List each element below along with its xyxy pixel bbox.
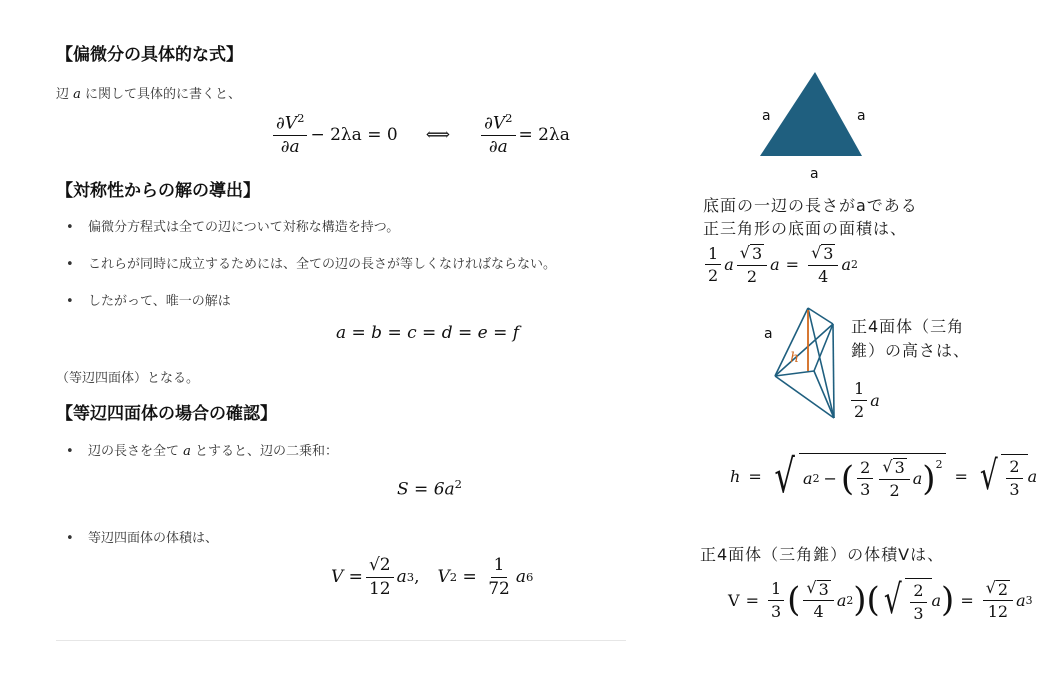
vol-sqrt-sign: √ xyxy=(883,577,902,624)
vol-lparen-1: ( xyxy=(787,580,801,621)
height-two-b: 2 xyxy=(889,480,900,500)
height-a1: a xyxy=(803,469,813,489)
eq4-e3: 3 xyxy=(406,570,415,585)
eq1-sq-l: 2 xyxy=(297,111,305,125)
area-a2: a xyxy=(770,255,780,275)
vol-eq-2: = xyxy=(960,590,974,610)
eq4-frac-1 xyxy=(366,556,394,598)
area-exp: 2 xyxy=(851,258,858,272)
height-exp1: 2 xyxy=(812,472,820,486)
vol-eq-1: = xyxy=(745,590,759,610)
equation-1 xyxy=(270,112,570,157)
vol-three-b: 3 xyxy=(913,603,924,623)
intro-post: に関して具体的に書くと、 xyxy=(80,87,242,102)
tetrahedron-figure xyxy=(740,298,850,428)
height-sqrt-sign-2: √ xyxy=(979,453,998,500)
height-s3: 3 xyxy=(894,458,905,478)
vol-a2: a xyxy=(931,590,942,610)
eq4-d1: 12 xyxy=(368,578,391,599)
height-frac-2-3 xyxy=(857,459,873,499)
height-radicand xyxy=(799,453,946,499)
height-three-b: 3 xyxy=(1009,479,1020,499)
tri-label-left: a xyxy=(762,108,771,124)
eq1-frac-left xyxy=(273,112,307,157)
intro-text xyxy=(56,83,241,102)
eq4-a6: a xyxy=(515,567,526,588)
height-rparen: ) xyxy=(922,458,936,499)
height-a3: a xyxy=(1027,466,1038,486)
heading-equilateral-check: 【等辺四面体の場合の確認】 xyxy=(56,404,277,424)
right-text-1: 底面の一辺の長さがaである xyxy=(703,196,918,215)
bullet-5: • 等辺四面体の体積は、 xyxy=(66,531,219,546)
half-a-var: a xyxy=(870,390,880,410)
area-half-d: 2 xyxy=(708,266,719,286)
half-d: 2 xyxy=(854,401,865,421)
tet-label-a: a xyxy=(764,326,773,342)
height-formula xyxy=(730,449,1038,504)
tet-text-2: 錐）の高さは、 xyxy=(851,341,971,360)
area-a1: a xyxy=(724,255,734,275)
volume-formula xyxy=(728,578,1033,622)
eq1-iff: ⟺ xyxy=(425,124,451,145)
triangle-figure xyxy=(740,62,900,187)
bullet-2-text: これらが同時に成立するためには、全ての辺の長さが等しくなければならない。 xyxy=(88,257,557,272)
vol-exp2: 2 xyxy=(846,593,854,607)
intro-pre: 辺 xyxy=(56,87,74,102)
height-h: h xyxy=(730,466,741,486)
eq1-rhs: = 2λa xyxy=(518,124,570,145)
bullet-4-post: とすると、辺の二乗和： xyxy=(190,444,339,459)
equation-3 xyxy=(397,477,462,500)
area-eq: = xyxy=(785,255,800,275)
eq4-eq: = xyxy=(457,567,483,588)
vol-radicand xyxy=(905,578,931,622)
bullet-1-text: 偏微分方程式は全ての辺について対称な構造を持つ。 xyxy=(88,220,400,235)
intro-var: a xyxy=(73,87,81,102)
bullet-2: • これらが同時に成立するためには、全ての辺の長さが等しくなければならない。 xyxy=(66,257,557,272)
eq4-e2: 2 xyxy=(449,570,458,585)
eq4-comma: , xyxy=(414,567,420,588)
height-frac-2-3-b xyxy=(1006,458,1022,498)
tri-label-bottom: a xyxy=(810,166,819,182)
vol-twelve: 12 xyxy=(987,602,1009,622)
vol-frac-2-3 xyxy=(910,582,926,622)
half-n: 1 xyxy=(851,380,867,401)
vol-rparen-2: ) xyxy=(941,580,955,621)
vol-rparen-1: ) xyxy=(853,580,867,621)
vol-s3: 3 xyxy=(818,579,829,599)
bullet-4-pre: 辺の長さを全て xyxy=(88,444,184,459)
height-eq-2: = xyxy=(954,466,968,486)
vol-exp3: 3 xyxy=(1025,593,1033,607)
height-minus: − xyxy=(823,469,837,489)
eq4-e6: 6 xyxy=(525,570,534,585)
vol-text: 正4面体（三角錐）の体積Vは、 xyxy=(700,545,945,564)
height-two-a: 2 xyxy=(857,459,873,480)
equation-2: a = b = c = d = e = f xyxy=(336,323,520,343)
half-frac xyxy=(851,380,867,420)
vol-frac-s3-4: $\frac{√ 3}{4}$ xyxy=(803,579,833,620)
bullet-3-text: したがって、唯一の解は xyxy=(88,294,231,309)
eq4-n2: 1 xyxy=(491,556,508,578)
bullet-3: • したがって、唯一の解は xyxy=(66,294,231,309)
vol-four: 4 xyxy=(813,602,824,622)
vol-a1: a xyxy=(836,590,847,610)
eq4-n1: √2 xyxy=(366,556,394,578)
bullet-4: • 辺の長さを全て a とすると、辺の二乗和： xyxy=(66,444,339,459)
eq4-frac-2 xyxy=(485,556,513,598)
height-exp2: 2 xyxy=(935,458,943,471)
area-four: 4 xyxy=(818,266,829,286)
area-s3-a: 3 xyxy=(751,244,763,264)
area-frac-half xyxy=(705,245,721,285)
area-a3: a xyxy=(841,255,852,275)
height-frac-s3-2: $\frac{√ 3}{2}$ xyxy=(879,458,909,499)
eq4-a3: a xyxy=(396,567,407,588)
eq1-num-r: ∂V xyxy=(484,113,506,134)
vol-one: 1 xyxy=(768,580,784,601)
vol-two: 2 xyxy=(910,582,926,603)
eq1-sq-r: 2 xyxy=(505,111,513,125)
height-radicand-2 xyxy=(1001,454,1027,498)
height-eq-1: = xyxy=(748,466,762,486)
eq4-v2: V xyxy=(437,567,450,588)
vol-frac-1-3 xyxy=(768,580,784,620)
bottom-divider xyxy=(56,640,626,641)
area-half-n: 1 xyxy=(705,245,721,266)
area-formula xyxy=(702,244,858,285)
eq1-num-l: ∂V xyxy=(276,113,298,134)
area-frac-s3-2: $\frac{√ 3}{2}$ xyxy=(737,244,767,285)
after-eq2-text: （等辺四面体）となる。 xyxy=(56,371,200,386)
vol-V: V xyxy=(728,590,740,610)
vol-a3: a xyxy=(1016,590,1026,610)
half-a xyxy=(848,380,880,420)
eq1-mid: − 2λa = 0 xyxy=(310,124,398,145)
vol-lparen-2: ( xyxy=(866,580,880,621)
right-text-2: 正三角形の底面の面積は、 xyxy=(703,219,908,238)
equation-4 xyxy=(331,556,533,598)
height-two-c: 2 xyxy=(1006,458,1022,479)
eq3-lhs: S = 6a xyxy=(397,479,455,500)
vol-s2: 2 xyxy=(997,579,1009,599)
area-two-b: 2 xyxy=(746,266,758,286)
equilateral-triangle xyxy=(760,72,862,156)
area-s3-b: 3 xyxy=(823,244,834,264)
tri-label-right: a xyxy=(857,108,866,124)
eq4-d2: 72 xyxy=(488,578,510,599)
bullet-4-var: a xyxy=(183,444,191,459)
bullet-1: • 偏微分方程式は全ての辺について対称な構造を持つ。 xyxy=(66,220,400,235)
eq4-v: V = xyxy=(331,567,363,588)
eq1-den-r: ∂a xyxy=(488,137,508,158)
height-sqrt-sign: √ xyxy=(774,449,795,504)
heading-symmetry: 【対称性からの解の導出】 xyxy=(56,181,260,201)
tet-label-h: h xyxy=(790,350,800,366)
heading-partial-derivative: 【偏微分の具体的な式】 xyxy=(56,45,243,65)
area-frac-s3-4: $\frac{√ 3}{4}$ xyxy=(808,244,838,285)
eq3-exp: 2 xyxy=(454,477,463,491)
eq1-den-l: ∂a xyxy=(280,137,300,158)
tet-text-1: 正4面体（三角 xyxy=(851,317,965,336)
vol-three: 3 xyxy=(770,601,782,621)
height-a2: a xyxy=(912,469,923,489)
eq1-frac-right xyxy=(481,112,515,157)
bullet-5-text: 等辺四面体の体積は、 xyxy=(88,531,219,546)
height-three-a: 3 xyxy=(860,480,871,500)
height-lparen: ( xyxy=(840,458,855,499)
vol-frac-s2-12: $\frac{√ 2}{12}$ xyxy=(983,579,1013,620)
